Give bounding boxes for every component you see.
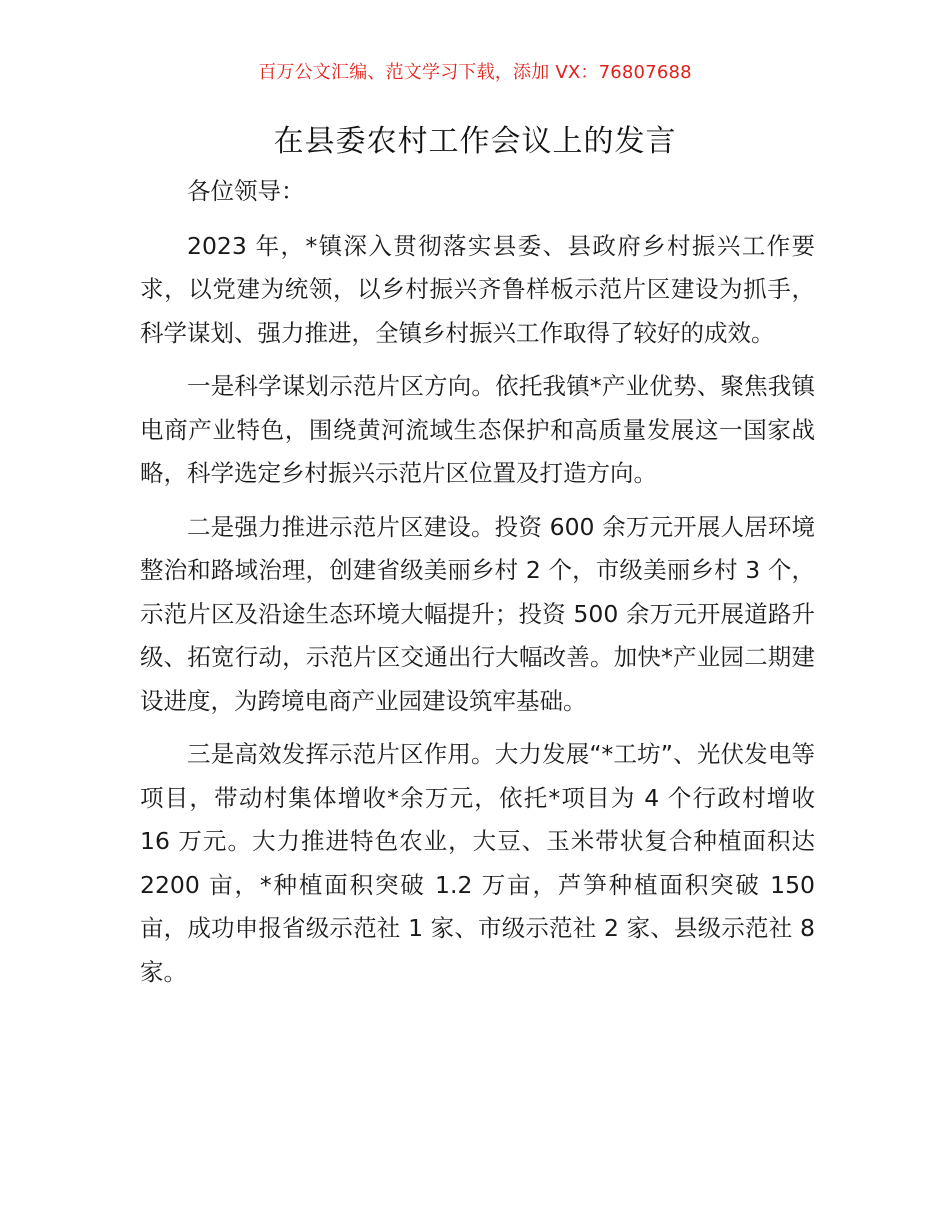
paragraph-intro: 2023 年，*镇深入贯彻落实县委、县政府乡村振兴工作要求，以党建为统领，以乡村振兴齐鲁样板示范片区建设为抓手，科学谋划、强力推进，全镇乡村振兴工作取得了较好的成效。 xyxy=(140,231,815,347)
document-title: 在县委农村工作会议上的发言 xyxy=(273,124,677,159)
document-body xyxy=(140,170,815,1004)
salutation: 各位领导： xyxy=(187,177,305,205)
paragraph-point-three: 三是高效发挥示范片区作用。大力发展“*工坊”、光伏发电等项目，带动村集体增收*余万元，依托*项目为 4 个行政村增收 16 万元。大力推进特色农业，大豆、玉米带状复合种植面积达 2200 亩，*种植面积突破 1.2 万亩，芦笋种植面积突破 150 亩，成功申报省级示范社 1 家、市级示范社 2 家、县级示范社 8 家。 xyxy=(140,740,815,986)
paragraph-point-one: 一是科学谋划示范片区方向。依托我镇*产业优势、聚焦我镇电商产业特色，围绕黄河流域生态保护和高质量发展这一国家战略，科学选定乡村振兴示范片区位置及打造方向。 xyxy=(140,372,815,487)
header-watermark-note: 百万公文汇编、范文学习下载，添加 VX：76807688 xyxy=(258,62,692,83)
paragraph-point-two: 二是强力推进示范片区建设。投资 600 余万元开展人居环境整治和路域治理，创建省级美丽乡村 2 个，市级美丽乡村 3 个，示范片区及沿途生态环境大幅提升；投资 500 余万元开展道路升级、拓宽行动，示范片区交通出行大幅改善。加快*产业园二期建设进度，为跨境电商产业园建设筑牢基础。 xyxy=(140,512,815,715)
